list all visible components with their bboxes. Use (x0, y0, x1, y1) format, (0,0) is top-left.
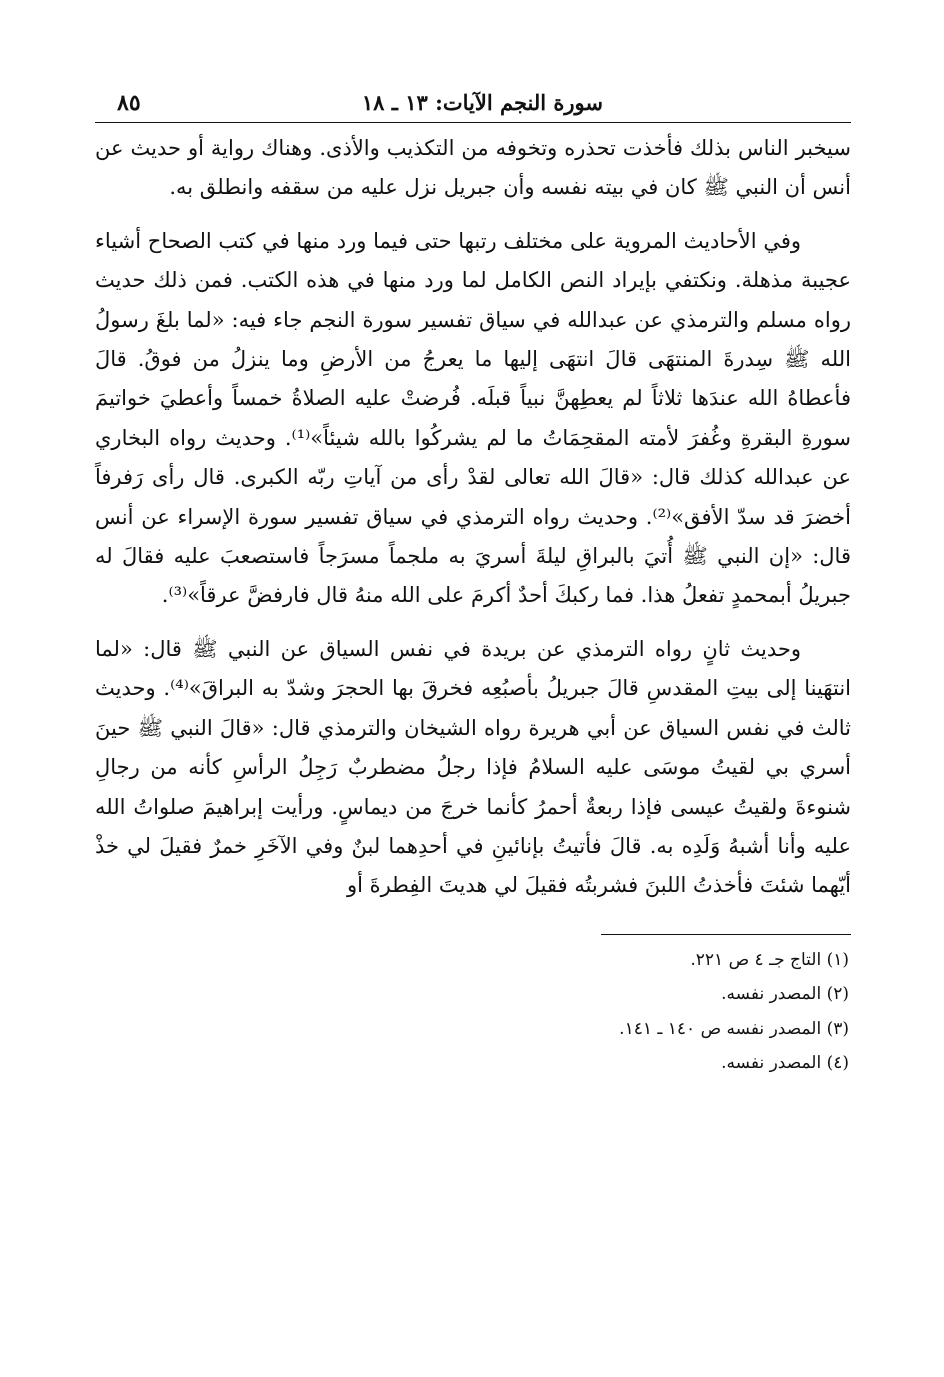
body-text (95, 129, 851, 906)
book-page (95, 88, 851, 1081)
footnote-4: (٤) المصدر نفسه. (721, 1053, 849, 1074)
running-header (95, 88, 851, 122)
page-number: ٨٥ (117, 90, 141, 116)
header-rule (95, 122, 851, 123)
footnotes (95, 943, 851, 1081)
paragraph-1: سيخبر الناس بذلك فأخذت تحذره وتخوفه من التكذيب والأذى. وهناك رواية أو حديث عن أنس أن النبي ﷺ كان في بيته نفسه وأن جبريل نزل عليه من سقفه وانطلق به. (95, 136, 851, 200)
paragraph-3: وحديث ثانٍ رواه الترمذي عن بريدة في نفس السياق عن النبي ﷺ قال: «لما انتهَينا إلى بيتِ المقدسِ قالَ جبريلُ بأصبُعِه فخرقَ بها الحجرَ وشدّ به البراقَ»⁽⁴⁾. وحديث ثالث في نفس السياق عن أبي هريرة رواه الشيخان والترمذي قال: «قالَ النبي ﷺ حينَ أسري بي لقيتُ موسَى عليه السلامُ فإذا رجلُ مضطربٌ رَجِلُ الرأسِ كأنه من رجالِ شنوءةَ ولقيتُ عيسى فإذا ربعةٌ أحمرُ كأنما خرجَ من ديماسٍ. ورأيت إبراهيمَ صلواتُ الله عليه وأنا أشبهُ وَلَدِه به. قالَ فأتيتُ بإنائينِ في أحدِهما لبنٌ وفي الآخَرِ خمرٌ فقيلَ لي خذْ أيّهما شئتَ فأخذتُ اللبنَ فشربتُه فقيلَ لي هديتَ الفِطرةَ أو (95, 636, 851, 898)
footnote-2: (٢) المصدر نفسه. (721, 984, 849, 1005)
footnote-3: (٣) المصدر نفسه ص ١٤٠ ـ ١٤١. (619, 1018, 849, 1039)
footnote-rule (601, 934, 851, 935)
running-title: سورة النجم الآيات: ١٣ ـ ١٨ (361, 90, 603, 115)
footnote-1: (١) التاج جـ ٤ ص ٢٢١. (690, 949, 849, 970)
paragraph-2: وفي الأحاديث المروية على مختلف رتبها حتى فيما ورد منها في كتب الصحاح أشياء عجيبة مذهلة. ونكتفي بإيراد النص الكامل لما ورد منها في هذه الكتب. فمن ذلك حديث رواه مسلم والترمذي عن عبدالله في سياق تفسير سورة النجم جاء فيه: «لما بلغَ رسولُ الله ﷺ سِدرةَ المنتهَى قالَ انتهَى إليها ما يعرجُ من الأرضِ وما ينزلُ من فوقُ. قالَ فأعطاهُ الله عندَها ثلاثاً لم يعطِهنَّ نبياً قبلَه. فُرضتْ عليه الصلاةُ خمساً وأعطيَ خواتيمَ سورةِ البقرةِ وغُفرَ لأمته المقحِمَاتُ ما لم يشركُوا بالله شيئاً»⁽¹⁾. وحديث رواه البخاري عن عبدالله كذلك قال: «قالَ الله تعالى لقدْ رأى من آياتِ ربّه الكبرى. قال رأى رَفرفاً أخضرَ قد سدّ الأفق»⁽²⁾. وحديث رواه الترمذي في سياق تفسير سورة الإسراء عن أنس قال: «إن النبي ﷺ أُتيَ بالبراقِ ليلةَ أسريَ به ملجماً مسرَجاً فاستصعبَ عليه فقالَ له جبريلُ أبمحمدٍ تفعلُ هذا. فما ركبكَ أحدٌ أكرمَ على الله منهُ قال فارفضَّ عرقاً»⁽³⁾. (95, 228, 851, 608)
